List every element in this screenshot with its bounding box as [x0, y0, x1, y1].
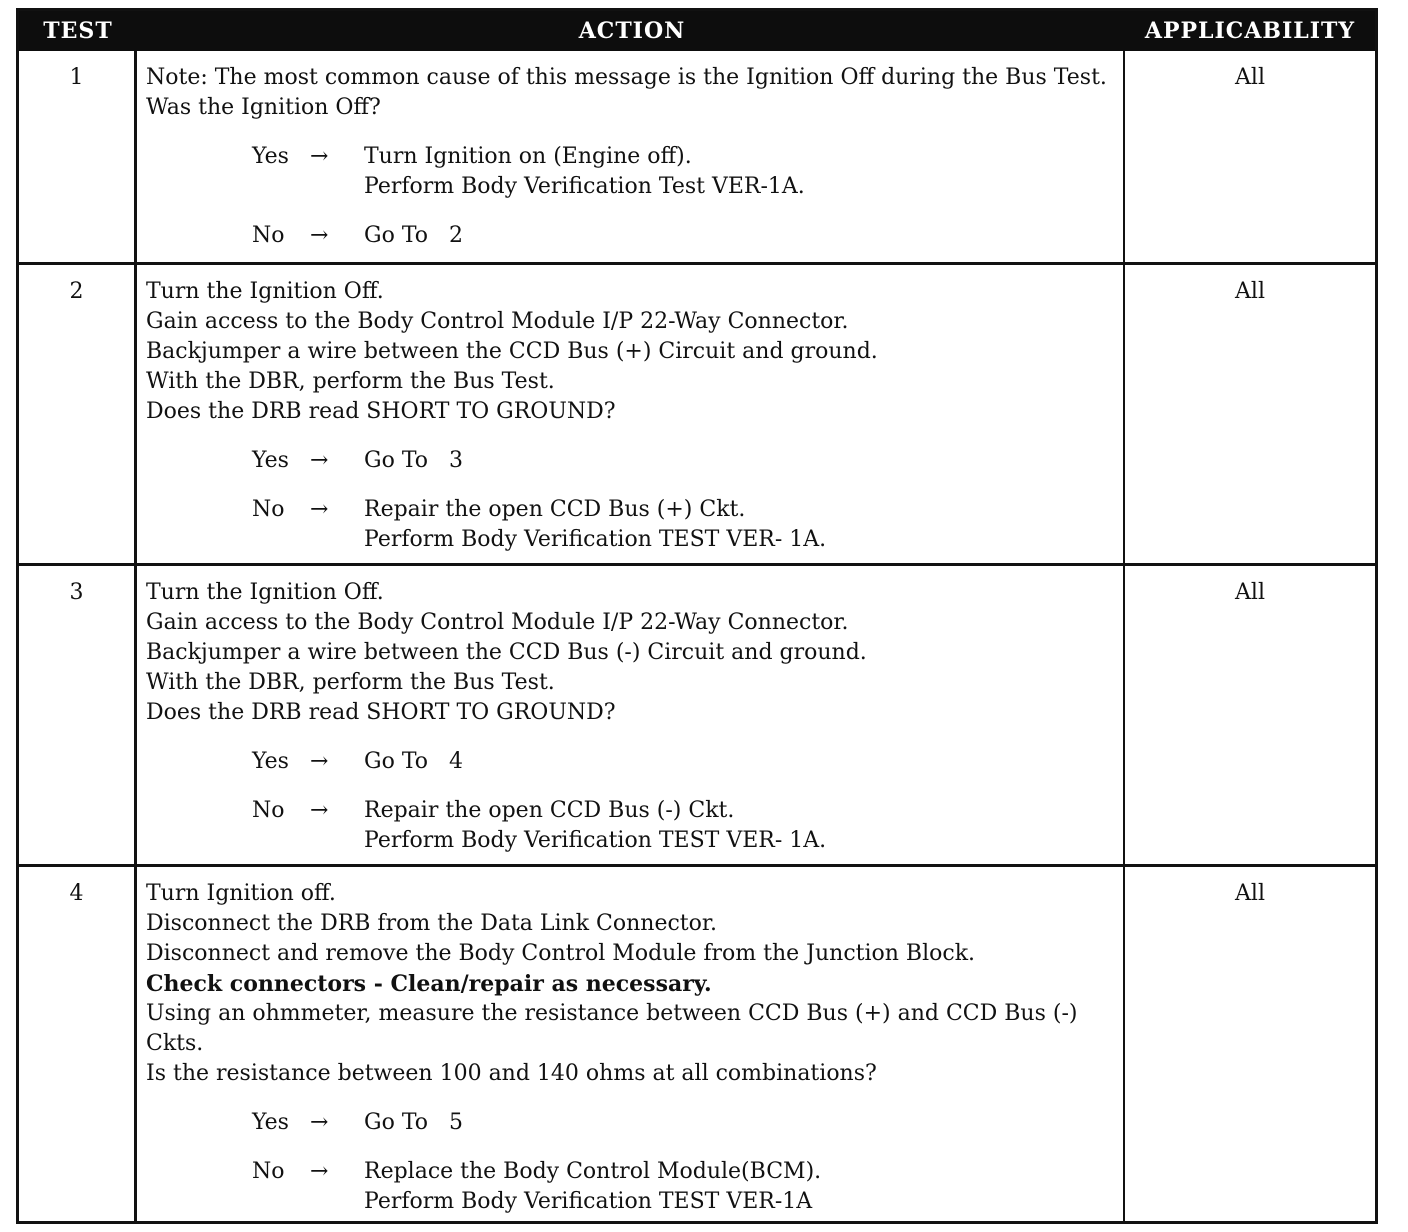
action-line: Using an ohmmeter, measure the resistance between CCD Bus (+) and CCD Bus (-) [146, 1001, 1078, 1026]
table-row [19, 51, 1375, 262]
table-row [19, 864, 1375, 1221]
action-line: Does the DRB read SHORT TO GROUND? [146, 700, 616, 725]
arrow-icon: → [310, 223, 329, 248]
arrow-icon: → [310, 749, 329, 774]
table-row [19, 262, 1375, 563]
choices [146, 446, 1123, 555]
choice-yes [252, 446, 1123, 476]
action-line: Ckts. [146, 1031, 204, 1056]
action-cell [137, 566, 1125, 864]
test-number: 4 [19, 867, 137, 1221]
header-test: TEST [43, 18, 113, 44]
arrow-icon: → [310, 448, 329, 473]
answer-label: Yes [252, 749, 289, 774]
action-line: Is the resistance between 100 and 140 ohms at all combinations? [146, 1061, 877, 1086]
result-line: Repair the open CCD Bus (-) Ckt. [364, 798, 735, 823]
choice-no [252, 221, 1123, 251]
answer-label: Yes [252, 144, 289, 169]
table-header [19, 11, 1375, 51]
test-number: 1 [19, 51, 137, 262]
arrow-icon: → [310, 1110, 329, 1135]
result-line: Go To 2 [364, 223, 463, 248]
header-applicability: APPLICABILITY [1144, 18, 1356, 44]
action-line: Was the Ignition Off? [146, 95, 381, 120]
action-line: Turn the Ignition Off. [146, 279, 384, 304]
action-line: Gain access to the Body Control Module I/P 22-Way Connector. [146, 610, 849, 635]
action-line-emphasis: Check connectors - Clean/repair as necessary. [146, 971, 712, 997]
action-line: Does the DRB read SHORT TO GROUND? [146, 399, 616, 424]
result-line: Replace the Body Control Module(BCM). [364, 1159, 822, 1184]
answer-label: Yes [252, 1110, 289, 1135]
answer-label: Yes [252, 448, 289, 473]
action-line: Backjumper a wire between the CCD Bus (+) Circuit and ground. [146, 339, 878, 364]
test-number: 3 [19, 566, 137, 864]
result-line: Repair the open CCD Bus (+) Ckt. [364, 497, 746, 522]
action-line: Note: The most common cause of this message is the Ignition Off during the Bus Test. [146, 65, 1107, 90]
choice-result [364, 495, 826, 555]
choice-result [364, 446, 463, 476]
answer-label: No [252, 1159, 285, 1184]
result-line: Go To 3 [364, 448, 463, 473]
result-line: Turn Ignition on (Engine off). [364, 144, 692, 169]
arrow-icon: → [310, 798, 329, 823]
choice-result [364, 221, 463, 251]
answer-label: No [252, 223, 285, 248]
action-line: Disconnect and remove the Body Control Module from the Junction Block. [146, 941, 976, 966]
result-line: Go To 5 [364, 1110, 463, 1135]
action-line: With the DBR, perform the Bus Test. [146, 670, 555, 695]
arrow-icon: → [310, 1159, 329, 1184]
choice-result [364, 1157, 821, 1217]
action-line: Turn Ignition off. [146, 881, 336, 906]
choices [146, 1108, 1123, 1217]
choice-result [364, 142, 805, 202]
applicability-cell: All [1235, 580, 1265, 605]
choice-yes [252, 1108, 1123, 1138]
choices [146, 142, 1123, 251]
result-line: Perform Body Verification Test VER-1A. [364, 174, 805, 199]
result-line: Perform Body Verification TEST VER-1A [364, 1189, 813, 1214]
action-line: With the DBR, perform the Bus Test. [146, 369, 555, 394]
action-cell [137, 867, 1125, 1221]
action-line: Turn the Ignition Off. [146, 580, 384, 605]
header-action: ACTION [578, 18, 686, 44]
choice-result [364, 1108, 463, 1138]
arrow-icon: → [310, 144, 329, 169]
result-line: Perform Body Verification TEST VER- 1A. [364, 527, 827, 552]
applicability-cell: All [1235, 279, 1265, 304]
result-line: Perform Body Verification TEST VER- 1A. [364, 828, 827, 853]
choice-no [252, 1157, 1123, 1217]
choice-no [252, 495, 1123, 555]
applicability-cell: All [1235, 881, 1265, 906]
action-cell [137, 51, 1125, 262]
choice-yes [252, 747, 1123, 777]
action-cell [137, 265, 1125, 563]
answer-label: No [252, 798, 285, 823]
choices [146, 747, 1123, 856]
choice-yes [252, 142, 1123, 202]
choice-result [364, 796, 826, 856]
choice-result [364, 747, 463, 777]
table-row [19, 563, 1375, 864]
answer-label: No [252, 497, 285, 522]
test-number: 2 [19, 265, 137, 563]
choice-no [252, 796, 1123, 856]
result-line: Go To 4 [364, 749, 463, 774]
applicability-cell: All [1235, 65, 1265, 90]
diagnostic-test-table [16, 8, 1378, 1224]
action-line: Disconnect the DRB from the Data Link Connector. [146, 911, 717, 936]
action-line: Gain access to the Body Control Module I/P 22-Way Connector. [146, 309, 849, 334]
arrow-icon: → [310, 497, 329, 522]
action-line: Backjumper a wire between the CCD Bus (-) Circuit and ground. [146, 640, 867, 665]
